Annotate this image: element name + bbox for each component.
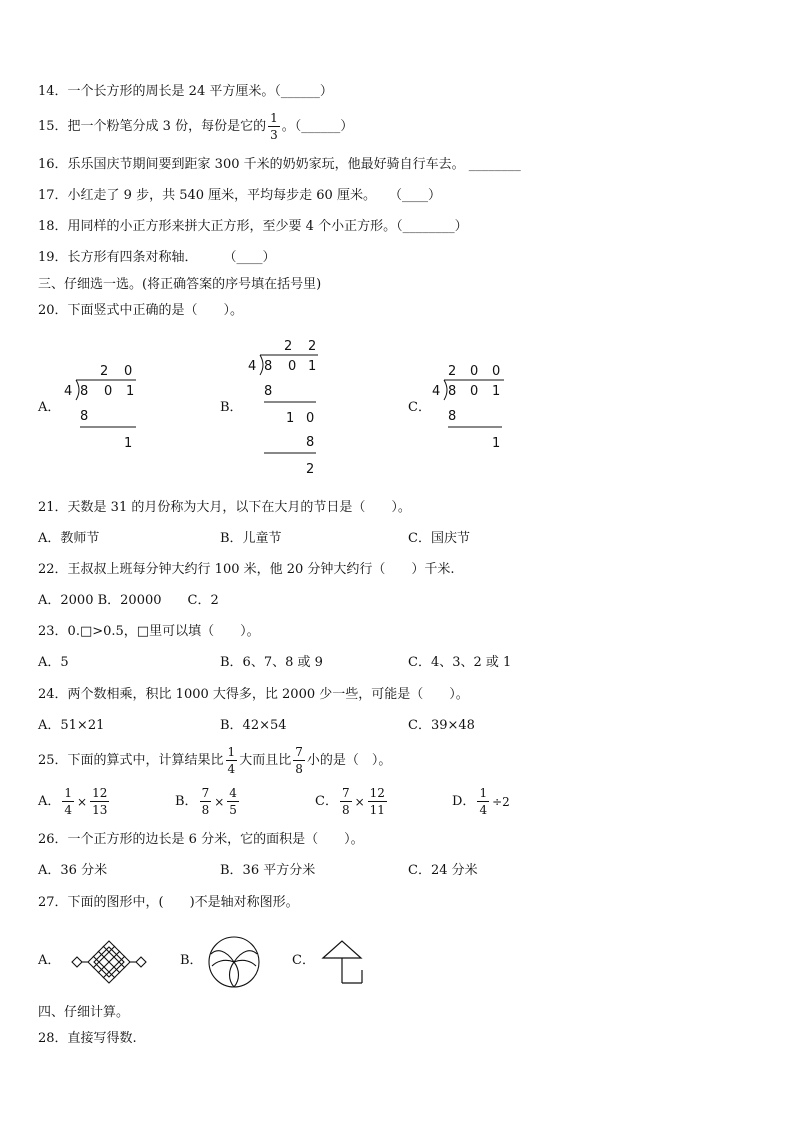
fraction-numerator: 1	[64, 786, 73, 800]
subtract-value: 8	[80, 409, 89, 424]
operator: ×	[354, 794, 365, 809]
quotient-digit: 0	[492, 364, 501, 379]
option-label: B．	[175, 794, 198, 809]
leaf-curve	[234, 962, 239, 987]
chinese-knot-shape	[68, 937, 150, 987]
intermediate-digit: 1	[286, 411, 295, 426]
subtract-value: 8	[448, 409, 457, 424]
question-19: 19．长方形有四条对称轴． （____）	[38, 250, 276, 265]
question-22: 22．王叔叔上班每分钟大约行 100 米，他 20 分钟大约行（ ）千米.	[38, 562, 455, 577]
question-17: 17．小红走了 9 步，共 540 厘米，平均每步走 60 厘米。 （____）	[38, 188, 441, 203]
divisor: 4	[432, 384, 441, 399]
fraction-one-quarter	[226, 746, 238, 775]
quotient-digit: 2	[284, 339, 293, 354]
q20-option-b-division	[240, 332, 330, 477]
fraction	[477, 787, 489, 816]
dividend-digit: 8	[80, 384, 89, 399]
quotient-digit: 2	[100, 364, 109, 379]
question-14: 14．一个长方形的周长是 24 平方厘米。（______）	[38, 84, 333, 99]
question-21: 21．天数是 31 的月份称为大月，以下在大月的节日是（ ）。	[38, 500, 411, 515]
remainder: 2	[306, 462, 315, 477]
fraction	[200, 787, 212, 816]
leaf-curve	[212, 960, 234, 966]
fraction-denominator: 4	[64, 803, 73, 817]
q23-option-c: C．4、3、2 或 1	[408, 655, 512, 670]
fraction-numerator: 1	[479, 786, 488, 800]
q20-option-c-label: C．	[408, 400, 431, 415]
q22-options: A．2000 B．20000 C．2	[38, 593, 219, 608]
divisor: 4	[248, 359, 257, 374]
question-24: 24．两个数相乘，积比 1000 大得多，比 2000 少一些，可能是（ ）。	[38, 687, 469, 702]
fraction-denominator: 3	[270, 128, 278, 142]
q23-option-a: A．5	[38, 655, 69, 670]
q27-option-b-label: B．	[180, 953, 203, 968]
quotient-digit: 0	[470, 364, 479, 379]
question-18: 18．用同样的小正方形来拼大正方形，至少要 4 个小正方形。（________）	[38, 219, 468, 234]
division-bracket	[260, 355, 263, 375]
question-23: 23．0.□>0.5，□里可以填（ ）。	[38, 624, 260, 639]
question-25-suffix: 小的是（ ）。	[306, 753, 392, 768]
dividend-digit: 0	[470, 384, 479, 399]
fraction-numerator: 4	[229, 786, 237, 800]
leaf-curve	[234, 960, 256, 966]
circle-leaf-shape	[206, 934, 262, 990]
dividend-digit: 8	[264, 359, 273, 374]
q27-option-c-label: C．	[292, 953, 315, 968]
question-25-prefix: 25．下面的算式中，计算结果比	[38, 753, 224, 768]
q25-option-d	[452, 787, 511, 816]
question-15	[38, 112, 353, 141]
operator: ÷2	[492, 794, 510, 809]
remainder: 1	[124, 436, 133, 451]
question-25	[38, 746, 391, 775]
knot-left-diamond	[72, 957, 82, 967]
operator: ×	[214, 794, 225, 809]
fraction-denominator: 5	[229, 803, 237, 817]
q24-option-b: B．42×54	[220, 718, 287, 733]
subtract-value: 8	[306, 435, 315, 450]
quotient-digit: 2	[308, 339, 317, 354]
division-bracket	[76, 380, 79, 400]
question-16: 16．乐乐国庆节期间要到距家 300 千米的奶奶家玩，他最好骑自行车去。 ________	[38, 157, 521, 172]
option-label: D．	[452, 794, 476, 809]
quotient-digit: 0	[124, 364, 133, 379]
fraction-numerator: 12	[369, 786, 385, 800]
question-27: 27．下面的图形中，( )不是轴对称图形。	[38, 895, 299, 910]
fraction-numerator: 12	[92, 786, 108, 800]
section-4-heading: 四、仔细计算。	[38, 1005, 130, 1020]
fraction-numerator: 1	[270, 111, 278, 125]
q21-option-b: B．儿童节	[220, 531, 282, 546]
q20-option-c-division	[424, 355, 514, 455]
dividend-digit: 1	[126, 384, 135, 399]
dividend-digit: 8	[448, 384, 457, 399]
q24-option-c: C．39×48	[408, 718, 475, 733]
option-label: C．	[315, 794, 338, 809]
q26-option-b: B．36 平方分米	[220, 863, 316, 878]
operator: ×	[77, 794, 88, 809]
q23-option-b: B．6、7、8 或 9	[220, 655, 323, 670]
q25-option-b	[175, 787, 241, 816]
q20-option-b-label: B．	[220, 400, 243, 415]
fraction-denominator: 8	[295, 762, 303, 776]
fraction-numerator: 7	[295, 745, 303, 759]
division-bracket	[444, 380, 447, 400]
section-3-heading: 三、仔细选一选。(将正确答案的序号填在括号里)	[38, 277, 322, 292]
question-15-prefix: 15．把一个粉笔分成 3 份，每份是它的	[38, 119, 267, 134]
quotient-digit: 2	[448, 364, 457, 379]
question-20: 20．下面竖式中正确的是（ ）。	[38, 303, 244, 318]
dividend-digit: 1	[308, 359, 317, 374]
q21-option-a: A．教师节	[38, 531, 100, 546]
q25-option-a	[38, 787, 111, 816]
fraction	[227, 787, 239, 816]
dividend-digit: 1	[492, 384, 501, 399]
fraction	[62, 787, 74, 816]
fraction	[340, 787, 352, 816]
q25-option-c	[315, 787, 389, 816]
fraction-one-third	[268, 112, 280, 141]
fraction-numerator: 7	[341, 786, 350, 800]
fraction-seven-eighths	[293, 746, 305, 775]
fraction	[90, 787, 109, 816]
question-28: 28．直接写得数.	[38, 1031, 137, 1046]
q21-option-c: C．国庆节	[408, 531, 470, 546]
intermediate-digit: 0	[306, 411, 315, 426]
question-26: 26．一个正方形的边长是 6 分米，它的面积是（ ）。	[38, 832, 364, 847]
fraction-denominator: 8	[341, 803, 350, 817]
dividend-digit: 0	[104, 384, 113, 399]
remainder: 1	[492, 436, 501, 451]
option-label: A．	[38, 794, 61, 809]
fraction-denominator: 11	[369, 803, 385, 817]
fraction-numerator: 1	[227, 745, 236, 759]
leaf-curve	[230, 962, 235, 987]
fraction-denominator: 13	[92, 803, 108, 817]
question-15-suffix: 。（______）	[281, 119, 354, 134]
q20-option-a-division	[56, 355, 146, 455]
divisor: 4	[64, 384, 73, 399]
fraction	[368, 787, 387, 816]
question-25-middle: 大而且比	[239, 753, 292, 768]
q20-option-a-label: A．	[38, 400, 61, 415]
subtract-value: 8	[264, 384, 273, 399]
fraction-numerator: 7	[201, 786, 210, 800]
q27-option-a-label: A．	[38, 953, 61, 968]
q24-option-a: A．51×21	[38, 718, 105, 733]
q26-option-c: C．24 分米	[408, 863, 478, 878]
fraction-denominator: 4	[227, 762, 236, 776]
knot-right-diamond	[136, 957, 146, 967]
fraction-denominator: 8	[201, 803, 210, 817]
arrow-house-shape	[318, 938, 366, 986]
fraction-denominator: 4	[479, 803, 488, 817]
dividend-digit: 0	[288, 359, 297, 374]
arrow-triangle	[323, 941, 361, 958]
q26-option-a: A．36 分米	[38, 863, 108, 878]
